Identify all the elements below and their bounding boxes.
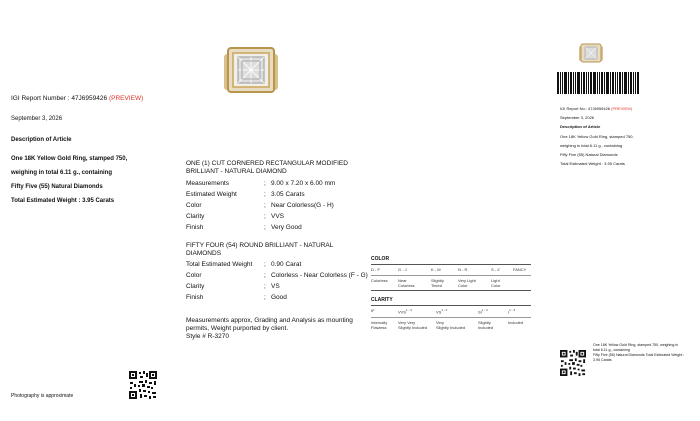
right-report-date: September 3, 2026	[560, 115, 595, 120]
right-description-heading: Description of Article	[560, 124, 601, 129]
clarity-desc: Slightly Included	[398, 325, 428, 330]
clarity-desc: Included	[508, 320, 524, 325]
clarity-grade: IF	[371, 308, 375, 313]
clarity-scale-rule-top	[371, 305, 531, 306]
color-scale-rule-mid	[371, 275, 531, 276]
color-desc: Very Light	[458, 278, 476, 283]
color-desc: Colorless	[371, 278, 388, 283]
color-desc: Color	[491, 283, 501, 288]
clarity-grade: $I^{1 - 3}$	[508, 308, 516, 315]
right-small-line-4: 3.95 Carats	[593, 358, 612, 362]
main-stone-title-2: BRILLIANT - NATURAL DIAMOND	[186, 168, 287, 175]
photography-note: Photography is approximate	[11, 393, 74, 399]
comments-line-1: Measurements approx, Grading and Analysis as mounting	[186, 317, 353, 324]
comments-line-2: permits, Weight purported by client.	[186, 325, 289, 332]
clarity-grade: VS$^{1 - 2}$	[436, 308, 448, 315]
comments-line-3: Style # R-3270	[186, 333, 229, 340]
color-grade: N - R	[458, 267, 468, 272]
color-grade: G - J	[398, 267, 407, 272]
ring-thumbnail-icon	[578, 42, 604, 64]
color-scale-rule-top	[371, 264, 531, 265]
right-article-line-4: Total Estimated Weight : 3.95 Carats	[560, 161, 625, 166]
right-small-line-3: Fifty Five (55) Natural Diamonds Total Estimated Weight :	[593, 353, 685, 357]
qr-code-icon	[560, 350, 586, 376]
color-desc: Colorless	[398, 283, 415, 288]
report-number: IGI Report Number : 47J6959426 (PREVIEW)	[11, 95, 144, 102]
qr-code-icon	[129, 371, 157, 399]
report-date: September 3, 2026	[11, 116, 63, 122]
melee-title-1: FIFTY FOUR (54) ROUND BRILLIANT - NATURAL	[186, 242, 334, 249]
right-preview-badge: (PREVIEW)	[611, 106, 633, 111]
color-desc: Color	[458, 283, 468, 288]
right-small-line-2: total 6.11 g., containing	[593, 348, 630, 352]
clarity-desc: Slightly	[478, 320, 491, 325]
right-small-line-1: One 18K Yellow Gold Ring, stamped 750, weighing in	[593, 343, 679, 347]
clarity-grade: VVS$^{1 - 2}$	[398, 308, 413, 315]
article-line-1: One 18K Yellow Gold Ring, stamped 750,	[11, 156, 128, 162]
clarity-scale-rule-mid	[371, 317, 531, 318]
description-heading: Description of Article	[11, 137, 72, 143]
clarity-desc: Very	[436, 320, 445, 325]
main-stone-title-1: ONE (1) CUT CORNERED RECTANGULAR MODIFIED	[186, 160, 348, 167]
right-article-line-2: weighing in total 6.11 g., containing	[560, 143, 623, 148]
right-article-line-1: One 18K Yellow Gold Ring, stamped 750,	[560, 134, 634, 139]
color-grade: D - F	[371, 267, 380, 272]
color-grade: S - Z	[491, 267, 500, 272]
clarity-desc: Flawless	[371, 325, 387, 330]
article-line-3: Fifty Five (55) Natural Diamonds	[11, 184, 103, 190]
clarity-desc: Included	[478, 325, 494, 330]
clarity-desc: Very Very	[398, 320, 416, 325]
article-line-2: weighing in total 6.11 g., containing	[11, 170, 113, 176]
color-grade: K - M	[431, 267, 441, 272]
clarity-grade: SI$^{1 - 2}$	[478, 308, 488, 315]
color-desc: Tinted	[431, 283, 442, 288]
color-grade: FANCY	[513, 267, 527, 272]
right-report-number: IGI Report No.: 47J6959426 (PREVIEW)	[560, 106, 633, 111]
ring-photo-icon	[222, 40, 280, 98]
article-line-4: Total Estimated Weight : 3.95 Carats	[11, 198, 115, 204]
color-scale-heading: COLOR	[371, 256, 390, 262]
clarity-desc: Internally	[371, 320, 388, 325]
color-desc: Light	[491, 278, 500, 283]
barcode-icon	[557, 72, 640, 94]
clarity-desc: Slightly Included	[436, 325, 466, 330]
color-desc: Near	[398, 278, 407, 283]
right-article-line-3: Fifty Five (55) Natural Diamonds	[560, 152, 618, 157]
color-scale-rule-bottom	[371, 290, 531, 291]
preview-badge: (PREVIEW)	[108, 95, 144, 102]
melee-title-2: DIAMONDS	[186, 250, 222, 257]
color-desc: Slightly	[431, 278, 444, 283]
clarity-scale-heading: CLARITY	[371, 297, 393, 303]
